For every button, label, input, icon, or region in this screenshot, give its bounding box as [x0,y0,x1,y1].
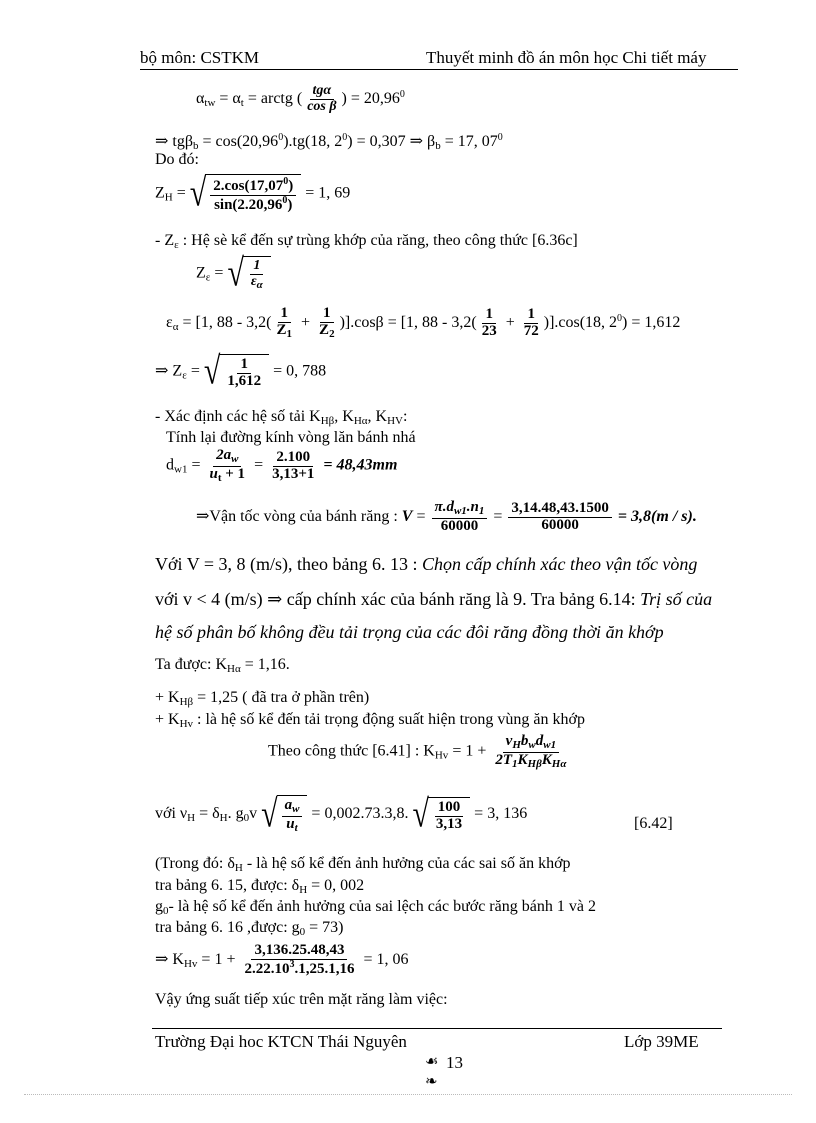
header-right: Thuyết minh đồ án môn học Chi tiết máy [426,48,707,67]
eq-dw1: $d_{w1}$ = $\frac{2a_w}{u_t + 1}$ = $\frac{2.100}{3,13+1}$ = 48,43mm [166,447,398,484]
header-left: bộ môn: CSTKM [140,48,260,67]
text-g0-value: tra bảng 6. 16 ,được: $g_0 = 73$) [155,919,344,938]
text-kh-beta: + $K_{H\beta} = 1,25$ ( đã tra ở phần trên) [155,689,370,708]
text-delta-h-value: tra bảng 6. 15, được: $\delta_H = 0$, 002 [155,877,365,896]
eq-z-epsilon-value: ⇒ $Z_\varepsilon$ = √ $\frac{1}{1,612}$ = 0, 788 [155,349,327,393]
text-contact-stress: Vậy ứng suất tiếp xúc trên mặt răng làm việc: [155,991,448,1008]
text-z-epsilon-def: - $Z_\varepsilon$ : Hệ sè kể đến sự trùng khớp của răng, theo công thức [6.36c] [155,232,578,251]
footer-ornament-top: ☙ [425,1054,439,1070]
text-khv-def: + $K_{Hv}$ : là hệ số kể đến tải trọng động suất hiện trong vùng ăn khớp [155,711,585,730]
eq-nu-h: với $\nu_H = \delta_H$. $g_0v$ √ $\frac{a_w}{u_t}$ = 0,002.73.3,8. √ $\frac{100}{3,13}$ = 3, 136 [155,792,528,836]
text-distribution: hệ số phân bố không đều tải trọng của các đôi răng đồng thời ăn khớp [155,622,664,642]
footer-ornament-bottom: ❧ [425,1074,438,1090]
text-do-do: Do đó: [155,151,199,168]
eq-khv-value: ⇒ $K_{Hv} = 1$ + $\frac{3,136.25.48,43}{2.22.10^3.1,25.1,16}$ = 1, 06 [155,942,409,977]
eq-tg-beta: ⇒ $tg\beta_b = \cos(20,96^0).tg(18$, $2^0) = 0,307$ ⇒ $\beta_b = 17$, $07^0$ [155,132,503,152]
eq-alpha-tw: $\alpha_{tw} = \alpha_t$ = arctg ( $\frac{\text{tgα}}{\text{cos β}}$ ) = $20,96^0$ [196,83,405,114]
page-number: 13 [446,1053,463,1072]
text-delta-h: (Trong đó: $\delta_H$ - là hệ số kể đến ảnh hưởng của các sai số ăn khớp [155,855,571,874]
footer-left: Trường Đại hoc KTCN Thái Nguyên [155,1032,407,1051]
eq-velocity: ⇒Vận tốc vòng của bánh răng : V = $\frac{\pi.d_{w1}.n_1}{60000}$ = $\frac{3,14.48,43.1500}{60000}$ = 3,8(m / s). [196,499,697,534]
text-v-table: Với V = 3, 8 (m/s), theo bảng 6. 13 : Chọn cấp chính xác theo vận tốc vòng [155,554,698,574]
eq-khv-formula: Theo công thức [6.41] : $K_{Hv} = 1$ + $\frac{v_Hb_wd_{w1}}{2T_1K_{H\beta}K_{H\alpha}}$ [268,733,567,770]
eq-zh: $Z_H$ = √ $\frac{2.\cos(17,07^0)}{\sin(2.20,96^0)}$ = 1, 69 [155,171,351,215]
text-kh-alpha: Ta được: $K_{H\alpha} = 1,16$. [155,656,290,675]
text-g0-def: $g_0-$ là hệ số kể đến ảnh hưởng của sai lệch các bước răng bánh 1 và 2 [155,898,596,917]
text-load-factors: - Xác định các hệ số tải $K_{H\beta}$, $K_{H\alpha}$, $K_{HV}$: [155,408,408,427]
eq-epsilon-alpha: $\varepsilon_\alpha = [1$, 88 - 3,2( $\frac{1}{Z_1}$ + $\frac{1}{Z_2}$ )].cosβ = [1, 88 - 3,2( $\frac{1}{23}$ + $\frac{1}{72}$ )].cos(18, $2^0) = 1,612$ [166,305,681,340]
page-edge [24,1094,792,1095]
text-accuracy: với v < 4 (m/s) ⇒ cấp chính xác của bánh răng là 9. Tra bảng 6.14: Trị số của [155,589,713,609]
eq-z-epsilon: $Z_\varepsilon$ = √ $\frac{1}{\varepsilon_\alpha}$ [196,256,271,291]
text-pitch-diameter: Tính lại đường kính vòng lăn bánh nhá [166,429,416,446]
ref-6-42: [6.42] [634,815,673,832]
footer-rule [152,1028,722,1029]
header-rule [140,69,738,70]
footer-right: Lớp 39ME [624,1032,699,1051]
